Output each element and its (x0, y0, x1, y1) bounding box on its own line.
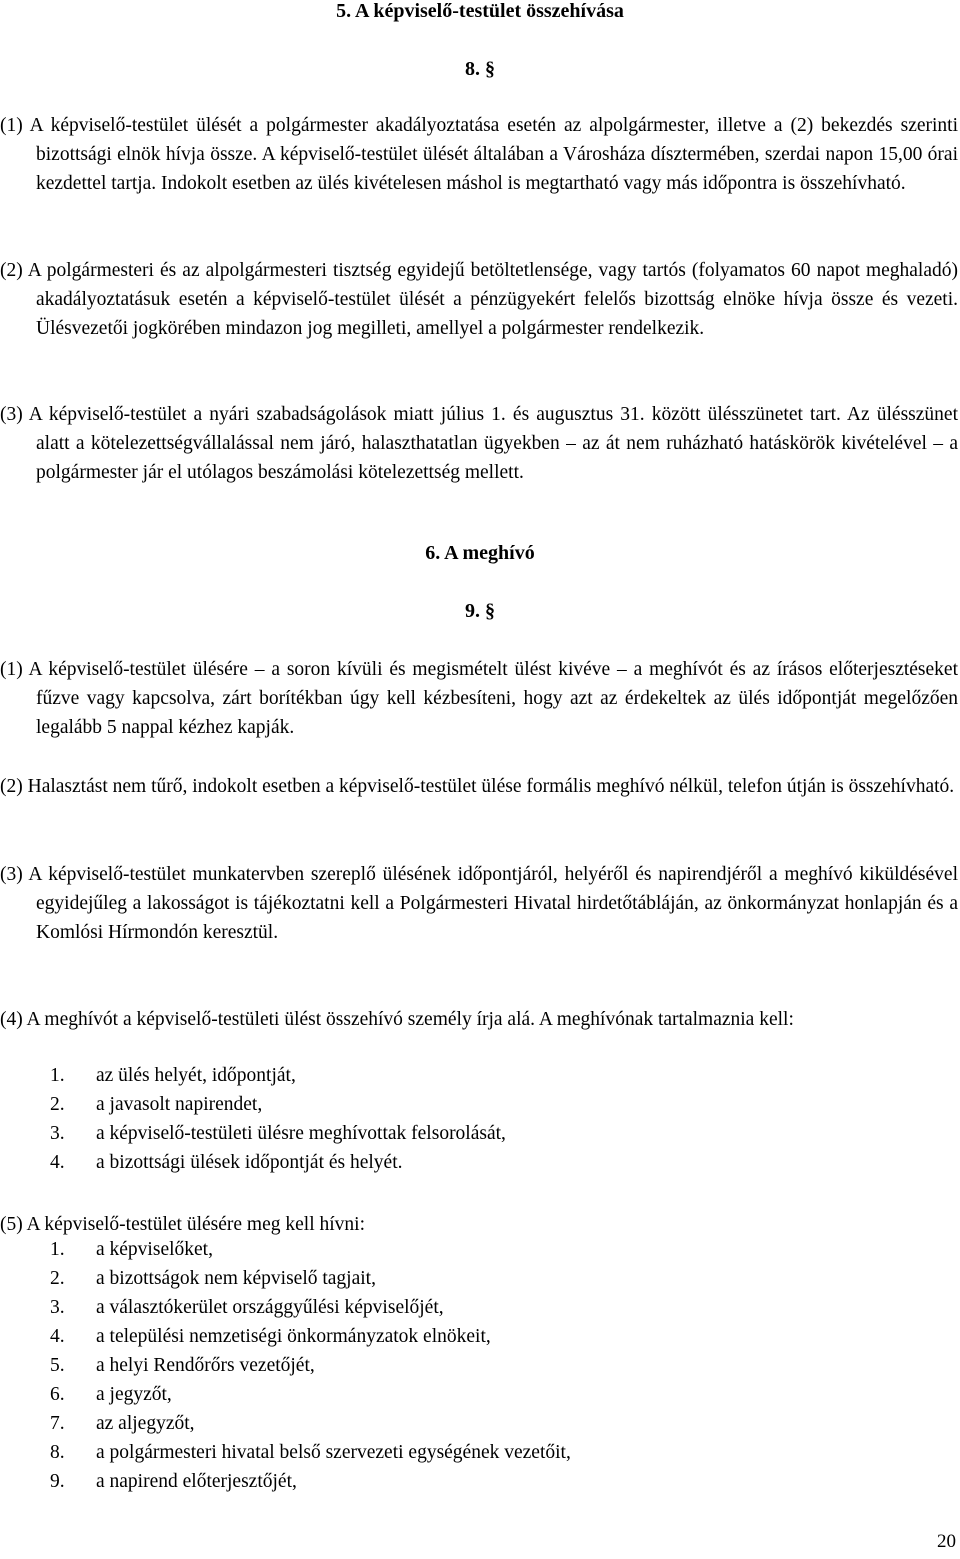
s9-paragraph-3: (3) A képviselő-testület munkatervben szereplő ülésének időpontjáról, helyéről és napirendjéről a meghívó kiküldésével egyidejűleg a lakosságot is tájékoztatni kell a Polgármesteri Hivatal hirdetőtábláján, az önkormányzat honlapján és a Komlósi Hírmondón keresztül. (0, 864, 958, 944)
s8-paragraph-2: (2) A polgármesteri és az alpolgármesteri tisztség egyidejű betöltetlensége, vagy tartós (folyamatos 60 napot meghaladó) akadályoztatásuk esetén a képviselő-testület ülését a pénzügyekért felelős bizottság elnöke hívja össze és vezeti. Ülésvezetői jogkörében mindazon jog megilleti, amellyel a polgármester rendelkezik. (0, 260, 958, 340)
s9-paragraph-4: (4) A meghívót a képviselő-testületi ülést összehívó személy írja alá. A meghívónak tartalmaznia kell: (0, 1009, 794, 1030)
list-item-text: a képviselőket, (96, 1239, 213, 1260)
list-item-number: 9. (50, 1471, 65, 1492)
list-item-number: 5. (50, 1355, 65, 1376)
section-8-title: 8. § (465, 58, 495, 80)
list-item-text: az aljegyzőt, (96, 1413, 195, 1434)
section-9-title: 9. § (465, 600, 495, 622)
list-item-number: 2. (50, 1268, 65, 1289)
list-item-text: a képviselő-testületi ülésre meghívottak felsorolását, (96, 1123, 506, 1144)
list-item-text: a választókerület országgyűlési képviselőjét, (96, 1297, 444, 1318)
list-item-number: 4. (50, 1326, 65, 1347)
list-item-number: 4. (50, 1152, 65, 1173)
page-number: 20 (937, 1531, 956, 1552)
list-item-number: 7. (50, 1413, 65, 1434)
chapter-6-heading: 6. A meghívó (425, 542, 535, 564)
list-item-text: a jegyzőt, (96, 1384, 172, 1405)
list-item-text: a bizottságok nem képviselő tagjait, (96, 1268, 376, 1289)
list-item-text: a bizottsági ülések időpontját és helyét. (96, 1152, 403, 1173)
list-item-number: 1. (50, 1239, 65, 1260)
list-item-text: az ülés helyét, időpontját, (96, 1065, 296, 1086)
s9-paragraph-5: (5) A képviselő-testület ülésére meg kell hívni: (0, 1214, 365, 1235)
s9-paragraph-2: (2) Halasztást nem tűrő, indokolt esetben a képviselő-testület ülése formális meghívó nélkül, telefon útján is összehívható. (0, 776, 955, 797)
list-item-number: 8. (50, 1442, 65, 1463)
list-item-number: 6. (50, 1384, 65, 1405)
s9-paragraph-1: (1) A képviselő-testület ülésére – a soron kívüli és megismételt ülést kivéve – a meghívót és az írásos előterjesztéseket fűzve vagy kapcsolva, zárt borítékban úgy kell kézbesíteni, hogy azt az érdekeltek az ülés időpontját megelőzően legalább 5 nappal kézhez kapják. (0, 659, 958, 739)
list-item-number: 1. (50, 1065, 65, 1086)
list-item-number: 3. (50, 1297, 65, 1318)
list-item-text: a települési nemzetiségi önkormányzatok elnökeit, (96, 1326, 491, 1347)
list-item-text: a napirend előterjesztőjét, (96, 1471, 297, 1492)
s8-paragraph-3: (3) A képviselő-testület a nyári szabadságolások miatt július 1. és augusztus 31. között ülésszünetet tart. Az ülésszünet alatt a kötelezettségvállalással nem járó, halaszthatatlan ügyekben – az át nem ruházható hatáskörök kivételével – a polgármester jár el utólagos beszámolási kötelezettség mellett. (0, 404, 958, 484)
chapter-5-heading: 5. A képviselő-testület összehívása (336, 0, 624, 22)
list-item-number: 3. (50, 1123, 65, 1144)
list-item-text: a helyi Rendőrőrs vezetőjét, (96, 1355, 315, 1376)
s8-paragraph-1: (1) A képviselő-testület ülését a polgármester akadályoztatása esetén az alpolgármester, illetve a (2) bekezdés szerinti bizottsági elnök hívja össze. A képviselő-testület ülését általában a Városháza dísztermében, szerdai napon 15,00 órai kezdettel tartja. Indokolt esetben az ülés kivételesen máshol is megtartható vagy más időpontra is összehívható. (0, 115, 958, 195)
list-item-text: a javasolt napirendet, (96, 1094, 263, 1115)
list-item-text: a polgármesteri hivatal belső szervezeti egységének vezetőit, (96, 1442, 571, 1463)
list-item-number: 2. (50, 1094, 65, 1115)
